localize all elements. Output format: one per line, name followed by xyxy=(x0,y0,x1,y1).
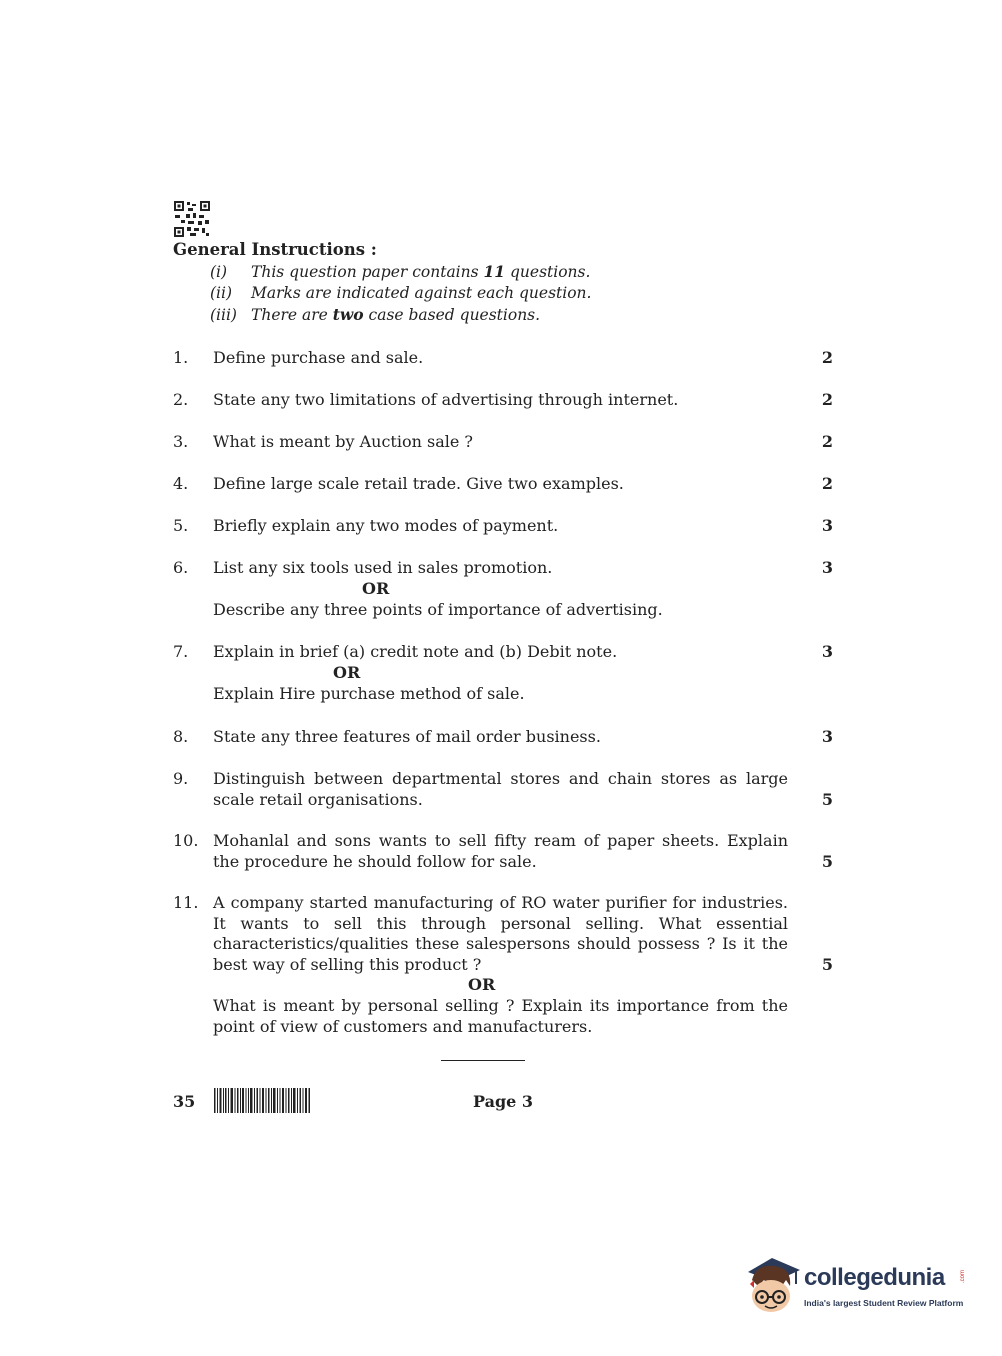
instruction-text: case based questions. xyxy=(363,306,541,324)
logo-wordmark: collegedunia xyxy=(804,1264,945,1291)
instruction-numeral: (ii) xyxy=(210,284,233,302)
instruction-item xyxy=(210,305,540,324)
question-marks: 2 xyxy=(821,432,833,451)
or-separator: OR xyxy=(468,975,496,994)
question-text: Briefly explain any two modes of payment. xyxy=(213,516,559,535)
or-separator: OR xyxy=(333,663,361,682)
question-number: 10. xyxy=(173,831,199,850)
instruction-item xyxy=(210,284,591,302)
question-number: 2. xyxy=(173,390,189,409)
or-separator: OR xyxy=(362,579,390,598)
paper-code: 35 xyxy=(173,1092,196,1111)
question-marks: 2 xyxy=(821,390,833,409)
question-text: What is meant by Auction sale ? xyxy=(213,432,473,451)
barcode-icon xyxy=(214,1088,310,1113)
question-marks: 3 xyxy=(821,727,833,746)
question-text: State any three features of mail order business. xyxy=(213,727,601,746)
instruction-item xyxy=(210,262,590,281)
instruction-emphasis: two xyxy=(332,305,364,324)
question-marks: 5 xyxy=(821,955,833,974)
question-text: State any two limitations of advertising through internet. xyxy=(213,390,679,409)
question-number: 1. xyxy=(173,348,189,367)
instruction-text: This question paper contains xyxy=(251,263,484,281)
question-number: 3. xyxy=(173,432,189,451)
instruction-text: Marks are indicated against each question. xyxy=(251,284,592,302)
instruction-numeral: (i) xyxy=(210,263,228,281)
question-marks: 2 xyxy=(821,474,833,493)
question-text: Distinguish between departmental stores and chain stores as large scale retail organisations. xyxy=(213,769,788,809)
end-rule xyxy=(441,1060,525,1061)
question-number: 11. xyxy=(173,893,199,912)
question-text: Define purchase and sale. xyxy=(213,348,424,367)
instruction-numeral: (iii) xyxy=(210,306,237,324)
question-text: Explain in brief (a) credit note and (b) Debit note. xyxy=(213,642,618,661)
question-number: 7. xyxy=(173,642,189,661)
question-number: 9. xyxy=(173,769,189,788)
question-alternative-text: What is meant by personal selling ? Explain its importance from the point of view of customers and manufacturers. xyxy=(213,996,788,1036)
question-text: List any six tools used in sales promotion. xyxy=(213,558,553,577)
question-marks: 3 xyxy=(821,642,833,661)
question-marks: 3 xyxy=(821,516,833,535)
instruction-emphasis: 11 xyxy=(483,262,506,281)
question-text: Define large scale retail trade. Give two examples. xyxy=(213,474,624,493)
instruction-text: There are xyxy=(251,306,333,324)
instruction-text: questions. xyxy=(505,263,591,281)
question-marks: 5 xyxy=(821,852,833,871)
question-alternative-text: Describe any three points of importance of advertising. xyxy=(213,600,663,619)
question-number: 5. xyxy=(173,516,189,535)
question-marks: 2 xyxy=(821,348,833,367)
question-marks: 5 xyxy=(821,790,833,809)
question-number: 4. xyxy=(173,474,189,493)
question-text: Mohanlal and sons wants to sell fifty ream of paper sheets. Explain the procedure he should follow for sale. xyxy=(213,831,788,871)
question-number: 8. xyxy=(173,727,189,746)
logo-domain: .com xyxy=(960,1270,966,1284)
qr-code-icon xyxy=(174,201,210,237)
logo-tagline: India's largest Student Review Platform xyxy=(804,1298,964,1308)
question-number: 6. xyxy=(173,558,189,577)
mascot-icon xyxy=(742,1250,802,1322)
question-alternative-text: Explain Hire purchase method of sale. xyxy=(213,684,525,703)
question-marks: 3 xyxy=(821,558,833,577)
page-number: Page 3 xyxy=(473,1092,534,1111)
general-instructions-title: General Instructions : xyxy=(173,240,377,259)
question-text: A company started manufacturing of RO water purifier for industries. It wants to sell this through personal selling. What essential characteristics/qualities these salespersons should possess ? Is it the best way of selling this product ? xyxy=(213,893,788,974)
collegedunia-logo xyxy=(742,1250,970,1322)
